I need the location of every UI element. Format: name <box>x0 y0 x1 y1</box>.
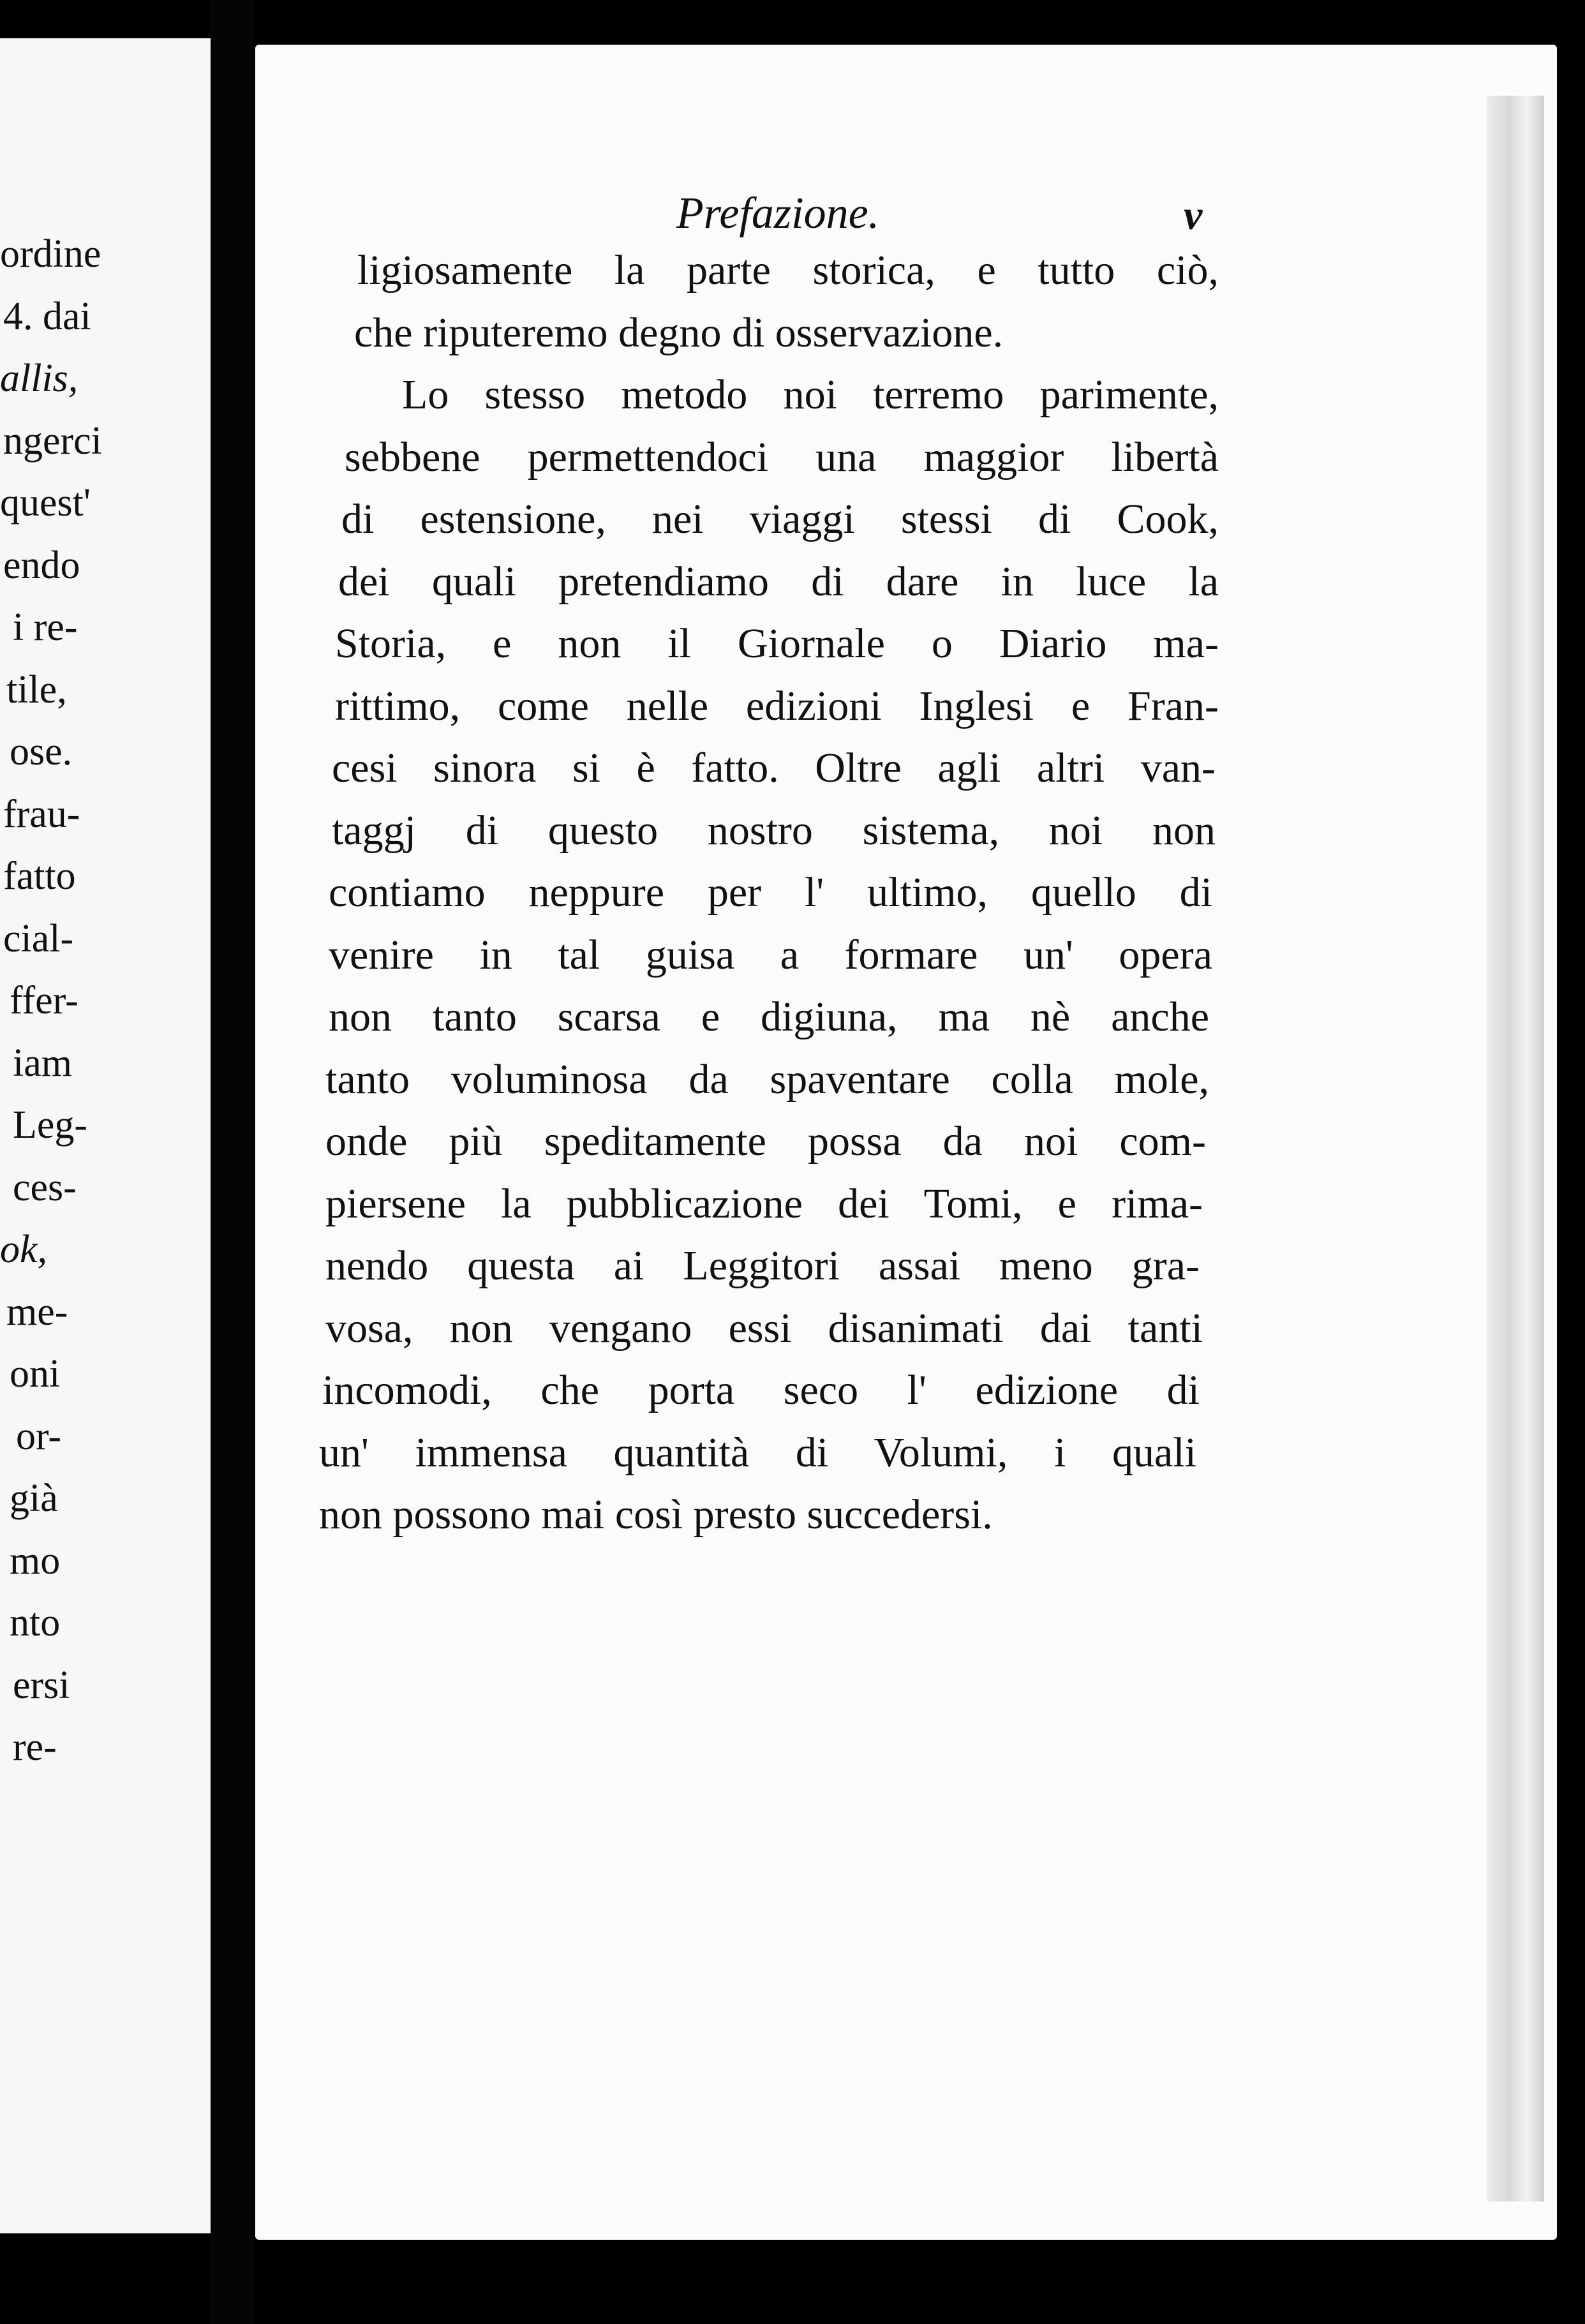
left-line: re- <box>13 1725 57 1769</box>
left-line: tile, <box>6 667 67 711</box>
left-line: ersi <box>13 1663 70 1707</box>
text-line: Storia, e non il Giornale o Diario ma- <box>335 620 1219 667</box>
left-line: Leg- <box>13 1103 88 1147</box>
text-line: di estensione, nei viaggi stessi di Cook, <box>341 496 1219 542</box>
left-line: già <box>10 1477 58 1520</box>
left-page-text <box>0 223 211 1779</box>
text-line: incomodi, che porta seco l' edizione di <box>322 1367 1200 1413</box>
left-line: endo <box>3 543 80 587</box>
left-line: or- <box>16 1414 62 1458</box>
text-line: non possono mai così presto succedersi. <box>319 1491 993 1538</box>
left-line: frau- <box>3 792 80 836</box>
text-line: vosa, non vengano essi disanimati dai tanti <box>325 1304 1203 1352</box>
left-line: me- <box>6 1290 68 1334</box>
running-head: Prefazione. <box>676 189 880 238</box>
left-line: allis, <box>0 357 78 400</box>
left-line: ordine <box>0 232 101 276</box>
left-line: oni <box>10 1352 61 1396</box>
text-line: un' immensa quantità di Volumi, i quali <box>319 1429 1196 1476</box>
left-line: ngerci <box>3 419 102 463</box>
text-line: onde più speditamente possa da noi com- <box>325 1118 1206 1165</box>
text-line: dei quali pretendiamo di dare in luce la <box>338 558 1219 605</box>
left-page <box>0 38 211 2233</box>
text-line: che riputeremo degno di osservazione. <box>354 309 1004 356</box>
left-line: quest' <box>0 481 91 525</box>
left-line: ose. <box>10 730 73 773</box>
left-line: 4. dai <box>3 294 91 338</box>
text-line: ligiosamente la parte storica, e tutto ciò, <box>357 247 1219 294</box>
left-line: iam <box>13 1041 72 1085</box>
left-line: ok, <box>0 1228 48 1271</box>
body-text <box>319 239 1219 1546</box>
left-line: i re- <box>13 606 78 649</box>
text-line: rittimo, come nelle edizioni Inglesi e Fran- <box>335 682 1219 729</box>
left-line: mo <box>10 1538 61 1583</box>
page-number: v <box>1184 192 1203 239</box>
book-gutter <box>211 0 255 2324</box>
text-line: contiamo neppure per l' ultimo, quello di <box>329 869 1212 916</box>
left-line: ffer- <box>10 979 78 1022</box>
text-line: non tanto scarsa e digiuna, ma nè anche <box>329 994 1209 1040</box>
left-line: nto <box>10 1601 61 1644</box>
page-edge-stack <box>1487 96 1544 2201</box>
left-line: ces- <box>13 1165 77 1209</box>
text-line: tanto voluminosa da spaventare colla mole, <box>325 1055 1209 1103</box>
text-line: taggj di questo nostro sistema, noi non <box>332 807 1216 854</box>
text-line: cesi sinora si è fatto. Oltre agli altri van- <box>332 745 1216 791</box>
text-line: sebbene permettendoci una maggior libertà <box>345 433 1219 480</box>
text-line: piersene la pubblicazione dei Tomi, e rima- <box>325 1180 1203 1227</box>
left-line: fatto <box>3 854 76 898</box>
text-line: nendo questa ai Leggitori assai meno gra- <box>325 1242 1200 1289</box>
text-line: Lo stesso metodo noi terremo parimente, <box>402 371 1219 418</box>
text-line: venire in tal guisa a formare un' opera <box>329 931 1212 978</box>
left-line: cial- <box>3 916 74 960</box>
